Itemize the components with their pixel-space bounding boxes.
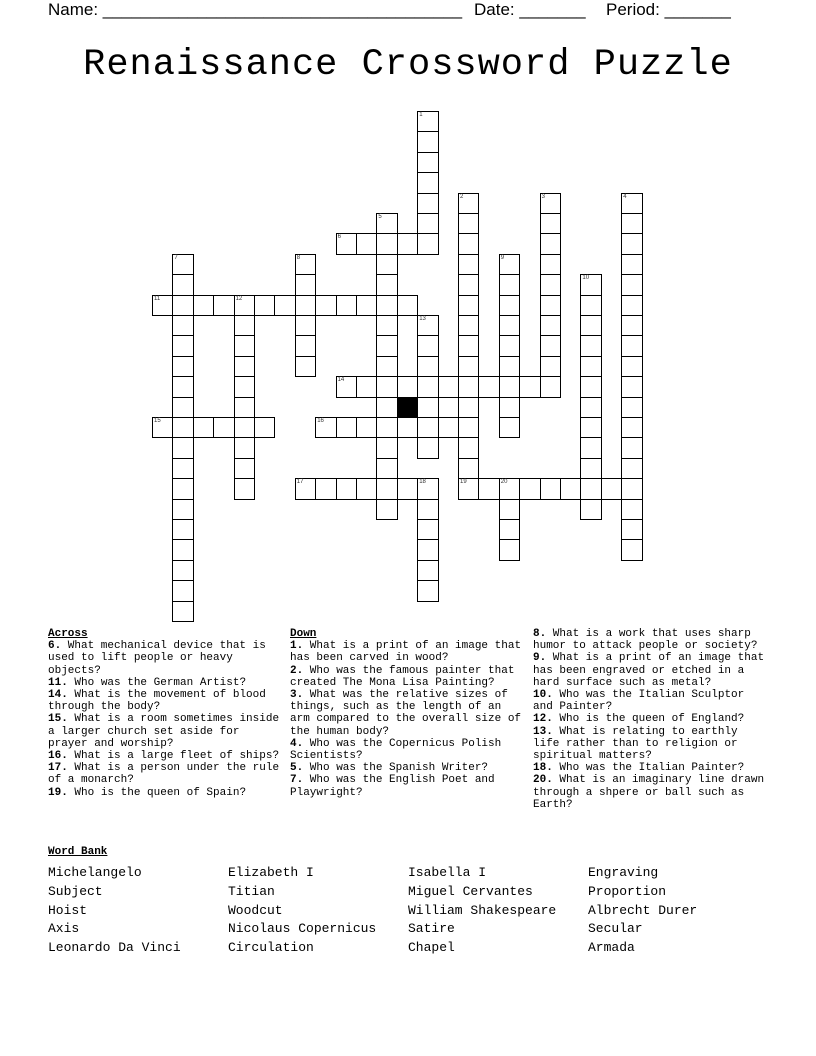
clue-number: 20.: [533, 774, 553, 787]
crossword-cell[interactable]: [376, 417, 397, 438]
clue-number-label: 20: [500, 479, 508, 486]
clue-number-label: 10: [582, 275, 590, 282]
clue-number: 17.: [48, 762, 68, 775]
crossword-cell[interactable]: [234, 356, 255, 377]
crossword-cell[interactable]: [621, 437, 642, 458]
word-bank-item: Armada: [588, 940, 635, 956]
crossword-cell[interactable]: [519, 478, 540, 499]
crossword-cell[interactable]: [560, 478, 581, 499]
crossword-cell[interactable]: [417, 152, 438, 173]
crossword-cell[interactable]: [172, 397, 193, 418]
crossword-cell[interactable]: [580, 458, 601, 479]
crossword-cell[interactable]: [580, 315, 601, 336]
date-field[interactable]: Date: _______: [474, 0, 586, 19]
word-bank-item: Nicolaus Copernicus: [228, 921, 377, 937]
crossword-cell[interactable]: [336, 295, 357, 316]
crossword-cell[interactable]: [621, 295, 642, 316]
crossword-cell[interactable]: [376, 233, 397, 254]
crossword-cell[interactable]: [621, 539, 642, 560]
clue-item: [290, 738, 522, 762]
word-bank-item: Satire: [408, 921, 455, 937]
down-heading: Down: [290, 628, 317, 640]
clue-item: [533, 762, 765, 774]
crossword-cell[interactable]: [417, 478, 438, 499]
crossword-cell[interactable]: [172, 315, 193, 336]
word-bank-item: Secular: [588, 921, 643, 937]
crossword-cell[interactable]: [458, 193, 479, 214]
crossword-cell[interactable]: [499, 417, 520, 438]
clue-text: Who was the Italian Painter?: [552, 762, 745, 775]
crossword-cell[interactable]: [172, 601, 193, 622]
clue-item: [48, 689, 280, 713]
clue-item: [48, 713, 280, 750]
crossword-cell[interactable]: [295, 254, 316, 275]
clue-number: 4.: [290, 737, 304, 750]
crossword-cell[interactable]: [621, 213, 642, 234]
clue-text: Who was the German Artist?: [67, 676, 247, 689]
crossword-cell[interactable]: [234, 417, 255, 438]
crossword-cell[interactable]: [621, 519, 642, 540]
clue-item: [48, 677, 280, 689]
crossword-cell[interactable]: [499, 519, 520, 540]
clue-number-label: 1: [419, 112, 423, 118]
crossword-cell[interactable]: [621, 233, 642, 254]
down-clues: [290, 628, 522, 799]
clue-text: Who was the Italian Sculptor and Painter?: [533, 689, 745, 714]
clue-number-label: 16: [317, 418, 324, 424]
crossword-cell[interactable]: [172, 519, 193, 540]
word-bank-item: Chapel: [408, 940, 455, 956]
clue-number-label: 3: [541, 193, 545, 200]
crossword-cell[interactable]: [417, 233, 438, 254]
clue-text: Who was the Spanish Writer?: [303, 762, 489, 775]
crossword-cell[interactable]: [172, 478, 193, 499]
crossword-cell[interactable]: [356, 295, 377, 316]
crossword-cell[interactable]: [621, 417, 642, 438]
crossword-cell[interactable]: [274, 295, 295, 316]
clue-number-label: 13: [419, 316, 426, 322]
crossword-cell[interactable]: [234, 295, 255, 316]
clue-number: 9.: [533, 652, 547, 665]
crossword-cell[interactable]: [356, 478, 377, 499]
crossword-cell[interactable]: [580, 274, 601, 295]
clue-number-label: 12: [235, 295, 243, 302]
crossword-cell[interactable]: [580, 417, 601, 438]
crossword-cell[interactable]: [458, 437, 479, 458]
crossword-cell[interactable]: [376, 376, 397, 397]
clue-number-label: 9: [500, 254, 505, 261]
crossword-cell[interactable]: [234, 437, 255, 458]
crossword-cell[interactable]: [295, 478, 316, 499]
clue-number: 13.: [533, 725, 553, 738]
crossword-cell[interactable]: [499, 478, 520, 499]
crossword-cell[interactable]: [458, 295, 479, 316]
crossword-cell[interactable]: [540, 213, 561, 234]
word-bank-item: Michelangelo: [48, 865, 142, 880]
crossword-cell[interactable]: [621, 356, 642, 377]
crossword-cell[interactable]: [213, 417, 234, 438]
crossword-cell[interactable]: [458, 233, 479, 254]
crossword-cell[interactable]: [519, 376, 540, 397]
crossword-cell[interactable]: [417, 315, 438, 336]
crossword-cell[interactable]: [417, 499, 438, 520]
word-bank-item: Leonardo Da Vinci: [48, 940, 181, 956]
crossword-cell[interactable]: [376, 478, 397, 499]
crossword-cell[interactable]: [417, 193, 438, 214]
clue-number: 8.: [533, 628, 547, 640]
clue-number-label: 7: [174, 254, 178, 261]
clue-text: What is an imaginary line drawn through a shpere or ball such as Earth?: [533, 774, 765, 811]
crossword-cell[interactable]: [397, 376, 418, 397]
crossword-cell[interactable]: [478, 376, 499, 397]
clue-item: [290, 640, 522, 664]
word-bank-item: Hoist: [48, 902, 88, 918]
crossword-cell[interactable]: [417, 417, 438, 438]
clue-item: [533, 628, 765, 652]
clue-item: [533, 689, 765, 713]
crossword-cell[interactable]: [580, 499, 601, 520]
crossword-cell[interactable]: [172, 274, 193, 295]
word-bank-item: Woodcut: [228, 902, 283, 918]
crossword-cell[interactable]: [172, 437, 193, 458]
crossword-cell[interactable]: [621, 335, 642, 356]
crossword-cell[interactable]: [438, 376, 459, 397]
crossword-cell[interactable]: [601, 478, 622, 499]
clue-number-label: 15: [154, 418, 161, 424]
crossword-cell[interactable]: [580, 356, 601, 377]
crossword-cell[interactable]: [417, 560, 438, 581]
crossword-cell[interactable]: [621, 376, 642, 397]
crossword-cell[interactable]: [458, 274, 479, 295]
crossword-cell[interactable]: [499, 295, 520, 316]
period-field[interactable]: Period: _______: [606, 0, 731, 19]
clue-item: [48, 750, 280, 762]
clue-item: [48, 640, 280, 677]
crossword-cell[interactable]: [580, 295, 601, 316]
clue-number-label: 8: [296, 254, 301, 261]
clue-text: What is a room sometimes inside a larger church set aside for prayer and worship?: [48, 713, 280, 750]
crossword-cell[interactable]: [376, 254, 397, 275]
crossword-cell[interactable]: [172, 254, 193, 275]
clue-item: [533, 774, 765, 811]
crossword-cell[interactable]: [499, 274, 520, 295]
clue-number: 6.: [48, 640, 62, 653]
crossword-cell[interactable]: [621, 274, 642, 295]
crossword-cell[interactable]: [580, 376, 601, 397]
word-bank-item: William Shakespeare: [408, 902, 557, 918]
crossword-cell[interactable]: [417, 519, 438, 540]
crossword-cell[interactable]: [499, 376, 520, 397]
crossword-cell[interactable]: [376, 213, 397, 234]
crossword-cell[interactable]: [152, 295, 173, 316]
word-bank-item: Miguel Cervantes: [408, 883, 533, 899]
clue-item: [290, 665, 522, 689]
crossword-cell[interactable]: [621, 499, 642, 520]
clue-number-label: 11: [154, 295, 161, 302]
crossword-cell[interactable]: [376, 499, 397, 520]
crossword-cell[interactable]: [621, 254, 642, 275]
crossword-cell[interactable]: [417, 335, 438, 356]
clue-text: What is relating to earthly life rather than to religion or spiritual matters?: [533, 725, 738, 763]
crossword-cell[interactable]: [580, 478, 601, 499]
word-bank-item: Albrecht Durer: [588, 902, 698, 918]
crossword-cell[interactable]: [458, 397, 479, 418]
crossword-cell[interactable]: [417, 356, 438, 377]
clue-text: Who is the queen of England?: [552, 713, 745, 726]
clue-text: What was the relative sizes of things, such as the length of an arm compared to the overall size of the human body?: [290, 689, 522, 738]
crossword-cell[interactable]: [397, 233, 418, 254]
clue-number: 2.: [290, 664, 304, 677]
clue-text: What is a print of an image that has been engraved or etched in a hard surface such as metal?: [533, 652, 765, 689]
crossword-cell[interactable]: [458, 417, 479, 438]
crossword-cell[interactable]: [172, 499, 193, 520]
blocked-cell: [397, 397, 418, 418]
crossword-cell[interactable]: [336, 417, 357, 438]
clue-number: 16.: [48, 750, 68, 763]
crossword-cell[interactable]: [315, 417, 336, 438]
word-bank-item: Engraving: [588, 865, 659, 880]
word-bank-item: Isabella I: [408, 865, 487, 880]
crossword-cell[interactable]: [417, 172, 438, 193]
crossword-cell[interactable]: [376, 356, 397, 377]
crossword-cell[interactable]: [458, 213, 479, 234]
clue-text: Who is the queen of Spain?: [67, 786, 247, 799]
clue-item: [48, 787, 280, 799]
crossword-cell[interactable]: [315, 295, 336, 316]
clue-number: 1.: [290, 640, 304, 653]
crossword-cell[interactable]: [376, 274, 397, 295]
crossword-cell[interactable]: [458, 335, 479, 356]
crossword-cell[interactable]: [499, 499, 520, 520]
down-clues-continued: [533, 628, 765, 811]
word-bank-item: Circulation: [228, 940, 314, 956]
crossword-cell[interactable]: [499, 254, 520, 275]
crossword-cell[interactable]: [438, 417, 459, 438]
clue-number-label: 17: [296, 479, 304, 486]
crossword-cell[interactable]: [417, 213, 438, 234]
crossword-cell[interactable]: [499, 335, 520, 356]
clue-item: [533, 713, 765, 725]
clue-text: Who was the famous painter that created The Mona Lisa Painting?: [290, 664, 515, 689]
crossword-cell[interactable]: [540, 274, 561, 295]
clue-text: What is a person under the rule of a monarch?: [48, 762, 280, 787]
crossword-cell[interactable]: [458, 478, 479, 499]
crossword-cell[interactable]: [172, 539, 193, 560]
clue-item: [290, 762, 522, 774]
clue-item: [533, 726, 765, 763]
crossword-cell[interactable]: [580, 335, 601, 356]
clue-item: [290, 774, 522, 798]
crossword-cell[interactable]: [234, 335, 255, 356]
crossword-cell[interactable]: [417, 397, 438, 418]
clue-text: Who was the Copernicus Polish Scientists?: [290, 737, 502, 763]
clue-number: 7.: [290, 774, 304, 787]
crossword-cell[interactable]: [336, 376, 357, 397]
crossword-cell[interactable]: [540, 254, 561, 275]
crossword-cell[interactable]: [417, 376, 438, 397]
crossword-cell[interactable]: [458, 376, 479, 397]
crossword-cell[interactable]: [254, 295, 275, 316]
crossword-cell[interactable]: [193, 295, 214, 316]
crossword-cell[interactable]: [254, 417, 275, 438]
crossword-cell[interactable]: [356, 417, 377, 438]
crossword-cell[interactable]: [376, 335, 397, 356]
clue-number: 5.: [290, 762, 304, 775]
crossword-cell[interactable]: [376, 437, 397, 458]
crossword-cell[interactable]: [315, 478, 336, 499]
crossword-cell[interactable]: [172, 295, 193, 316]
crossword-cell[interactable]: [172, 458, 193, 479]
clue-number: 12.: [533, 713, 553, 726]
crossword-cell[interactable]: [376, 397, 397, 418]
crossword-cell[interactable]: [376, 315, 397, 336]
crossword-cell[interactable]: [152, 417, 173, 438]
crossword-cell[interactable]: [295, 295, 316, 316]
name-field[interactable]: Name: ______________________________________: [48, 0, 463, 19]
crossword-cell[interactable]: [621, 458, 642, 479]
clue-item: [48, 762, 280, 786]
crossword-cell[interactable]: [540, 295, 561, 316]
clue-number-label: 6: [337, 234, 341, 241]
crossword-cell[interactable]: [621, 315, 642, 336]
crossword-cell[interactable]: [356, 233, 377, 254]
crossword-cell[interactable]: [621, 397, 642, 418]
crossword-cell[interactable]: [580, 437, 601, 458]
crossword-cell[interactable]: [295, 335, 316, 356]
crossword-cell[interactable]: [540, 376, 561, 397]
crossword-cell[interactable]: [336, 233, 357, 254]
crossword-cell[interactable]: [193, 417, 214, 438]
crossword-cell[interactable]: [458, 315, 479, 336]
clue-number: 14.: [48, 689, 68, 702]
crossword-cell[interactable]: [540, 193, 561, 214]
crossword-cell[interactable]: [397, 295, 418, 316]
crossword-cell[interactable]: [172, 580, 193, 601]
crossword-cell[interactable]: [417, 539, 438, 560]
crossword-cell[interactable]: [499, 397, 520, 418]
crossword-cell[interactable]: [234, 376, 255, 397]
word-bank-heading: Word Bank: [48, 846, 108, 858]
across-clues: [48, 628, 280, 799]
clue-item: [533, 652, 765, 689]
clue-number: 11.: [48, 676, 68, 689]
word-bank-item: Subject: [48, 883, 103, 899]
crossword-cell[interactable]: [417, 131, 438, 152]
clue-item: [290, 689, 522, 738]
word-bank-item: Elizabeth I: [228, 865, 314, 880]
clue-number: 19.: [48, 786, 68, 799]
crossword-cell[interactable]: [478, 478, 499, 499]
crossword-cell[interactable]: [621, 478, 642, 499]
crossword-cell[interactable]: [172, 376, 193, 397]
clue-text: Who was the English Poet and Playwright?: [290, 774, 495, 799]
crossword-cell[interactable]: [458, 254, 479, 275]
clue-text: What is the movement of blood through the body?: [48, 689, 266, 714]
crossword-cell[interactable]: [172, 417, 193, 438]
crossword-cell[interactable]: [499, 356, 520, 377]
crossword-cell[interactable]: [540, 335, 561, 356]
page-title: Renaissance Crossword Puzzle: [83, 44, 733, 86]
crossword-cell[interactable]: [499, 315, 520, 336]
clue-number-label: 19: [460, 479, 467, 486]
clue-text: What is a print of an image that has been carved in wood?: [290, 640, 522, 665]
clue-number-label: 14: [337, 377, 345, 384]
crossword-cell[interactable]: [295, 356, 316, 377]
clue-number-label: 4: [623, 193, 627, 200]
word-bank-item: Axis: [48, 921, 80, 937]
crossword-cell[interactable]: [540, 356, 561, 377]
clue-number-label: 2: [460, 193, 464, 200]
crossword-cell[interactable]: [234, 315, 255, 336]
crossword-cell[interactable]: [295, 274, 316, 295]
crossword-cell[interactable]: [172, 356, 193, 377]
crossword-cell[interactable]: [336, 478, 357, 499]
clue-number-label: 18: [419, 479, 426, 486]
crossword-cell[interactable]: [376, 295, 397, 316]
across-heading: Across: [48, 628, 88, 640]
clue-text: What mechanical device that is used to lift people or heavy objects?: [48, 640, 266, 677]
crossword-cell[interactable]: [499, 539, 520, 560]
crossword-cell[interactable]: [234, 458, 255, 479]
crossword-cell[interactable]: [540, 478, 561, 499]
clue-text: What is a work that uses sharp humor to attack people or society?: [533, 628, 758, 653]
crossword-cell[interactable]: [234, 397, 255, 418]
crossword-cell[interactable]: [417, 111, 438, 132]
crossword-cell[interactable]: [356, 376, 377, 397]
clue-number: 3.: [290, 689, 304, 702]
crossword-cell[interactable]: [397, 417, 418, 438]
crossword-cell[interactable]: [295, 315, 316, 336]
crossword-cell[interactable]: [234, 478, 255, 499]
crossword-cell[interactable]: [417, 437, 438, 458]
crossword-cell[interactable]: [172, 335, 193, 356]
crossword-cell[interactable]: [417, 580, 438, 601]
crossword-cell[interactable]: [540, 233, 561, 254]
crossword-cell[interactable]: [580, 397, 601, 418]
clue-number: 18.: [533, 762, 553, 775]
word-bank-item: Titian: [228, 883, 275, 899]
word-bank-item: Proportion: [588, 883, 667, 899]
crossword-cell[interactable]: [540, 315, 561, 336]
crossword-cell[interactable]: [376, 458, 397, 479]
crossword-cell[interactable]: [621, 193, 642, 214]
crossword-cell[interactable]: [458, 356, 479, 377]
clue-text: What is a large fleet of ships?: [67, 750, 280, 763]
clue-number-label: 5: [378, 214, 382, 220]
clue-number: 10.: [533, 689, 553, 702]
crossword-cell[interactable]: [397, 478, 418, 499]
crossword-cell[interactable]: [458, 458, 479, 479]
clue-number: 15.: [48, 713, 68, 726]
crossword-cell[interactable]: [172, 560, 193, 581]
crossword-cell[interactable]: [213, 295, 234, 316]
